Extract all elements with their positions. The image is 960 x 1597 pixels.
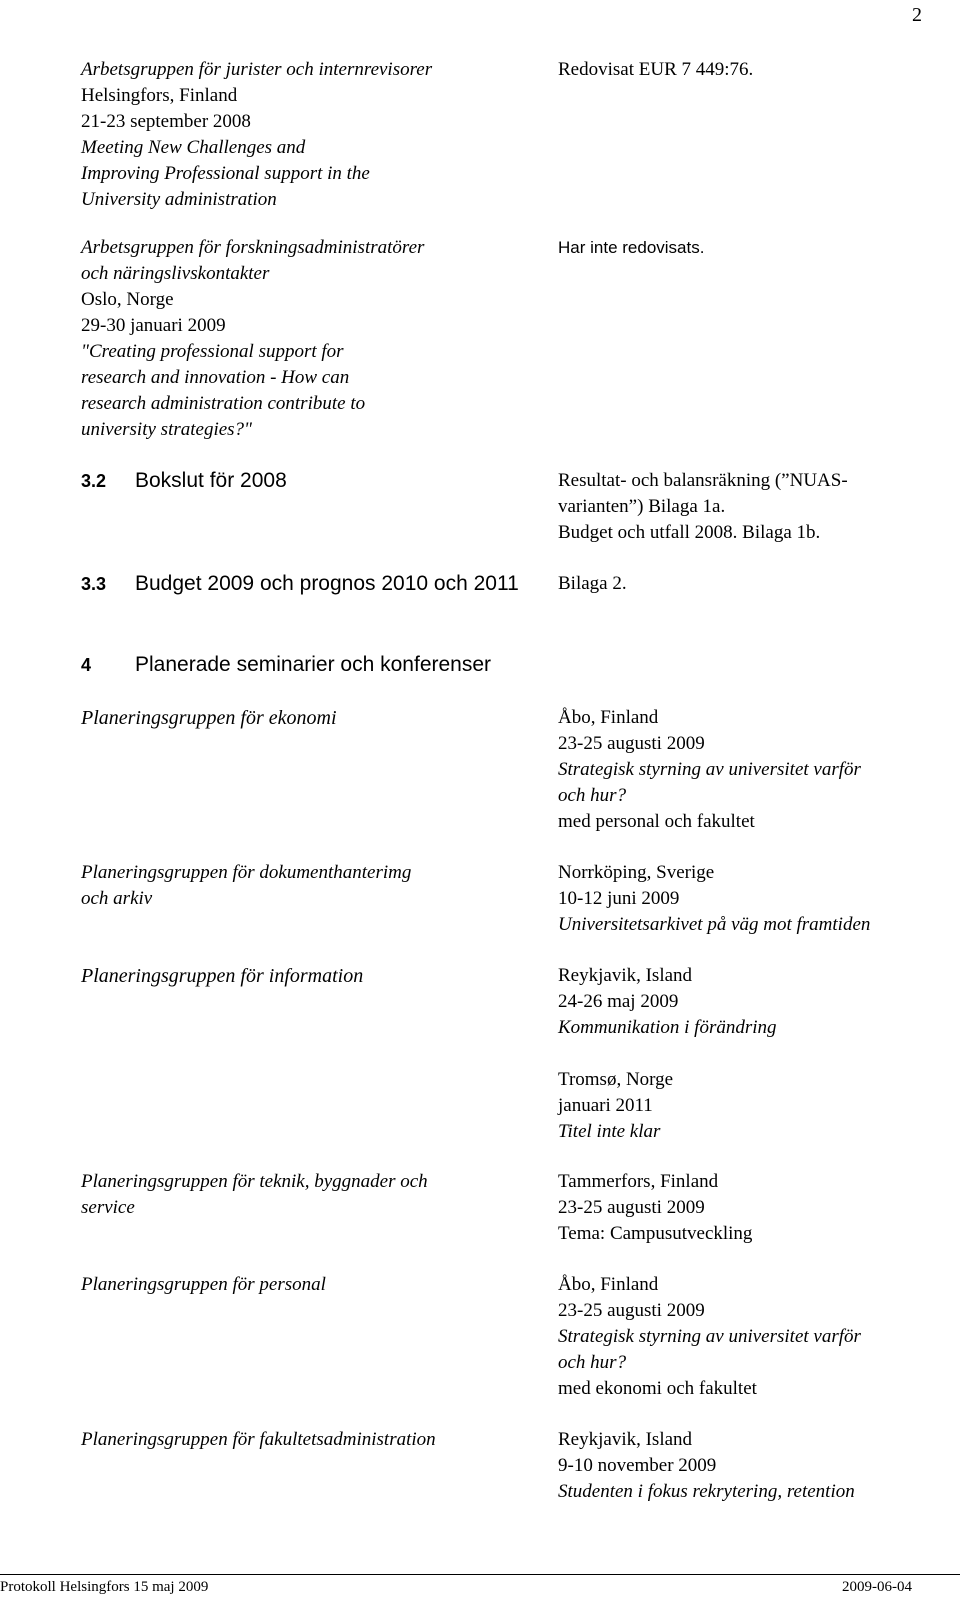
section-3-3-number: 3.3 [81, 574, 107, 594]
section-3-2-title: Bokslut för 2008 [135, 469, 287, 492]
group-name-line: service [81, 1197, 135, 1218]
group-date: 24-26 maj 2009 [558, 991, 679, 1012]
group-location: Norrköping, Sverige [558, 862, 715, 883]
group-theme: Studenten i fokus rekrytering, retention [558, 1481, 855, 1502]
page-number: 2 [912, 4, 922, 26]
block2-line: Oslo, Norge [81, 289, 174, 310]
group-name-line: Planeringsgruppen för information [81, 965, 364, 987]
block2-line: research administration contribute to [81, 393, 366, 414]
group-name-line: Planeringsgruppen för dokumenthanterimg [81, 862, 412, 883]
group-date: 23-25 augusti 2009 [558, 1300, 705, 1321]
section-3-2-line: Budget och utfall 2008. Bilaga 1b. [558, 522, 821, 543]
group-name [81, 705, 337, 731]
group-theme: Kommunikation i förändring [558, 1017, 777, 1038]
working-group-research-block [81, 235, 424, 443]
footer-divider [0, 1574, 960, 1575]
group-location: Tromsø, Norge [558, 1069, 674, 1090]
section-3-3-text: Bilaga 2. [558, 573, 627, 594]
block1-line: 21-23 september 2008 [81, 111, 251, 132]
group-details [558, 963, 777, 1041]
group-date: januari 2011 [558, 1095, 653, 1116]
group-theme: Titel inte klar [558, 1121, 661, 1142]
not-reported: Har inte redovisats. [558, 238, 705, 257]
block2-line: university strategies?" [81, 419, 253, 440]
group-location: Åbo, Finland [558, 1274, 659, 1295]
section-3-3-title: Budget 2009 och prognos 2010 och 2011 [135, 572, 519, 595]
block1-line: Improving Professional support in the [81, 163, 370, 184]
block1-line: Helsingfors, Finland [81, 85, 238, 106]
group-name-line: och arkiv [81, 888, 153, 909]
group-details [558, 1427, 855, 1505]
group-date: 23-25 augusti 2009 [558, 733, 705, 754]
section-4-title: Planerade seminarier och konferenser [135, 653, 492, 676]
reported-amount: Redovisat EUR 7 449:76. [558, 59, 754, 80]
group-theme: Strategisk styrning av universitet varför [558, 1326, 861, 1347]
group-theme: med personal och fakultet [558, 811, 755, 832]
group-details [558, 705, 905, 835]
footer-right: 2009-06-04 [842, 1579, 912, 1595]
group-location: Tammerfors, Finland [558, 1171, 719, 1192]
group-theme: och hur? [558, 1352, 627, 1373]
block2-line: Arbetsgruppen för forskningsadministratörer [81, 237, 425, 258]
group-theme: Universitetsarkivet på väg mot framtiden [558, 914, 871, 935]
working-group-lawyers-block [81, 57, 432, 213]
group-name-line: Planeringsgruppen för personal [81, 1274, 326, 1295]
footer-left: Protokoll Helsingfors 15 maj 2009 [0, 1579, 209, 1595]
group-details [558, 860, 870, 938]
group-theme: med ekonomi och fakultet [558, 1378, 757, 1399]
group-name-line: Planeringsgruppen för fakultetsadministration [81, 1429, 436, 1450]
group-name [81, 1272, 326, 1298]
block1-line: Meeting New Challenges and [81, 137, 306, 158]
group-date: 10-12 juni 2009 [558, 888, 680, 909]
group-name-line: Planeringsgruppen för ekonomi [81, 707, 337, 729]
group-location: Reykjavik, Island [558, 965, 693, 986]
block2-line: och näringslivskontakter [81, 263, 270, 284]
section-3-2-text [558, 468, 848, 546]
block1-line: Arbetsgruppen för jurister och internrevisorer [81, 59, 433, 80]
group-location: Åbo, Finland [558, 707, 659, 728]
section-3-2-number: 3.2 [81, 471, 107, 491]
block2-line: "Creating professional support for [81, 341, 344, 362]
group-theme: Strategisk styrning av universitet varför [558, 759, 861, 780]
section-4-number: 4 [81, 655, 92, 675]
group-details [558, 1067, 673, 1145]
section-3-2-line: Resultat- och balansräkning (”NUAS- [558, 470, 848, 491]
block2-line: research and innovation - How can [81, 367, 350, 388]
group-name [81, 963, 363, 989]
group-details [558, 1272, 861, 1402]
group-location: Reykjavik, Island [558, 1429, 693, 1450]
group-name [81, 860, 411, 912]
block1-line: University administration [81, 189, 277, 210]
group-date: 9-10 november 2009 [558, 1455, 717, 1476]
block2-line: 29-30 januari 2009 [81, 315, 226, 336]
group-theme: Tema: Campusutveckling [558, 1223, 753, 1244]
group-name [81, 1427, 436, 1453]
group-date: 23-25 augusti 2009 [558, 1197, 705, 1218]
group-theme: och hur? [558, 785, 627, 806]
group-details [558, 1169, 752, 1247]
section-3-2-line: varianten”) Bilaga 1a. [558, 496, 726, 517]
group-name-line: Planeringsgruppen för teknik, byggnader och [81, 1171, 428, 1192]
group-name [81, 1169, 428, 1221]
